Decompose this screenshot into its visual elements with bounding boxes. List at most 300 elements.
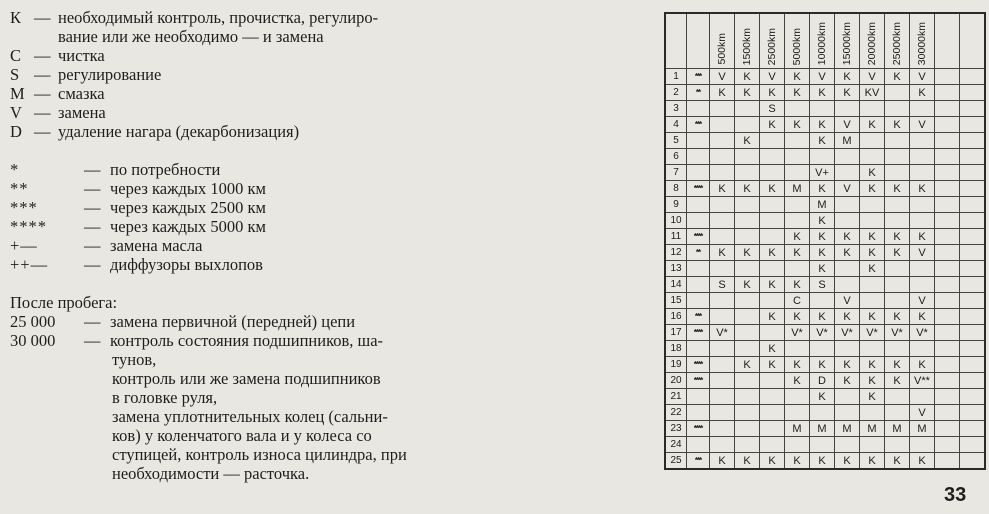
legend-item [10,46,480,65]
row-interval: *** [687,453,710,470]
table-cell: K [735,133,760,149]
mileage-text: замена первичной (передней) цепи [110,312,356,331]
table-cell [785,341,810,357]
table-cell: V* [810,325,835,341]
table-cell: K [860,229,885,245]
legend-code: М [10,84,25,103]
table-cell [710,117,735,133]
column-header-label: 15000km [841,21,853,65]
page-number: 33 [944,484,967,506]
symbol-text: по потребности [110,160,221,179]
table-cell: M [785,421,810,437]
row-number: 13 [665,261,687,277]
mileage-line [10,445,480,464]
symbol-item [10,179,480,198]
row-number: 23 [665,421,687,437]
table-cell: K [860,373,885,389]
table-cell: K [760,357,785,373]
table-cell: K [860,389,885,405]
legend-text: чистка [58,46,105,65]
symbol-item [10,198,480,217]
table-row [665,437,985,453]
column-header [910,13,935,69]
empty-cell [960,101,986,117]
mileage-text: контроль или же замена подшипников [112,369,381,388]
table-cell [910,133,935,149]
mileage-text: в головке руля, [112,388,218,407]
table-cell [760,165,785,181]
table-row [665,133,985,149]
mileage-line [10,464,480,483]
table-cell [735,341,760,357]
symbol-item [10,160,480,179]
empty-cell [960,453,986,470]
empty-cell [935,133,960,149]
row-interval: *** [687,309,710,325]
symbol-text: через каждых 2500 км [110,198,266,217]
table-cell [760,149,785,165]
table-cell [885,101,910,117]
table-cell: S [810,277,835,293]
table-cell [910,197,935,213]
table-cell [710,197,735,213]
table-cell [835,437,860,453]
row-number: 9 [665,197,687,213]
mileage-list [10,312,480,483]
table-cell: K [735,181,760,197]
column-header [785,13,810,69]
table-cell: V+ [810,165,835,181]
table-cell: K [735,277,760,293]
empty-cell [960,277,986,293]
dash: — [84,236,101,255]
row-number: 3 [665,101,687,117]
symbol-code: ** [10,179,29,198]
table-cell [860,213,885,229]
table-row [665,229,985,245]
column-header [810,13,835,69]
table-cell: K [835,309,860,325]
table-cell [885,293,910,309]
table-row [665,341,985,357]
mileage-text: замена уплотнительных колец (сальни- [112,407,388,426]
row-interval [687,261,710,277]
row-number: 7 [665,165,687,181]
dash: — [84,312,101,331]
dash: — [84,331,101,350]
table-cell [760,197,785,213]
table-cell [860,341,885,357]
dash: — [84,160,101,179]
table-cell [710,293,735,309]
symbol-code: ++— [10,255,49,274]
table-cell: C [785,293,810,309]
empty-cell [960,405,986,421]
table-cell: M [810,421,835,437]
column-header [835,13,860,69]
row-number: 15 [665,293,687,309]
column-header-label: 2500km [766,27,778,65]
table-cell: V** [910,373,935,389]
table-cell [760,325,785,341]
column-header [860,13,885,69]
table-cell: K [810,181,835,197]
table-cell [885,149,910,165]
table-cell [735,117,760,133]
table-cell [910,165,935,181]
row-interval: **** [687,229,710,245]
table-cell [710,437,735,453]
table-cell: K [785,357,810,373]
table-cell [860,277,885,293]
symbol-code: *** [10,198,38,217]
table-cell: V [835,117,860,133]
table-row [665,181,985,197]
table-cell [735,101,760,117]
row-number: 24 [665,437,687,453]
table-cell [710,149,735,165]
dash: — [34,65,51,84]
table-cell [810,437,835,453]
row-number: 20 [665,373,687,389]
row-interval: *** [687,117,710,133]
empty-cell [960,357,986,373]
table-cell [860,149,885,165]
table-cell: K [810,229,835,245]
header-empty-cell [935,13,960,69]
table-cell [885,85,910,101]
table-cell: K [760,85,785,101]
table-cell: K [910,357,935,373]
table-cell: K [885,69,910,85]
column-header-label: 30000km [916,21,928,65]
mileage-heading: После пробега: [10,293,118,312]
table-cell [785,389,810,405]
table-cell [785,261,810,277]
table-row [665,309,985,325]
empty-cell [935,293,960,309]
row-interval: *** [687,69,710,85]
mileage-text: необходимости — расточка. [112,464,310,483]
table-cell: K [785,453,810,470]
table-cell: K [835,373,860,389]
table-cell: K [785,69,810,85]
table-cell: K [885,373,910,389]
column-header-label: 500km [716,33,728,65]
dash: — [84,198,101,217]
row-number: 4 [665,117,687,133]
empty-cell [960,293,986,309]
legend-text: необходимый контроль, прочистка, регулиро- [58,8,379,27]
legend-text: удаление нагара (декарбонизация) [58,122,300,141]
table-cell: V [910,405,935,421]
table-cell: D [810,373,835,389]
mileage-line [10,312,480,331]
table-cell [910,261,935,277]
row-interval [687,133,710,149]
mileage-line [10,426,480,445]
table-cell: K [735,69,760,85]
table-cell [710,405,735,421]
table-cell: K [860,357,885,373]
empty-cell [935,85,960,101]
table-cell [735,149,760,165]
table-cell: K [835,85,860,101]
table-cell: K [810,245,835,261]
row-interval [687,341,710,357]
legend-item [10,84,480,103]
table-cell [860,293,885,309]
table-cell: K [785,277,810,293]
table-cell [885,437,910,453]
empty-cell [960,373,986,389]
table-cell: M [835,421,860,437]
symbol-text: через каждых 5000 км [110,217,266,236]
column-header-label: 25000km [891,21,903,65]
table-cell [735,293,760,309]
table-cell [760,421,785,437]
table-cell [710,309,735,325]
table-cell [835,197,860,213]
row-number: 25 [665,453,687,470]
table-cell: K [810,261,835,277]
row-number: 17 [665,325,687,341]
table-row [665,325,985,341]
column-header-label: 1500km [741,27,753,65]
table-cell [885,213,910,229]
header-interval-cell [687,13,710,69]
table-cell: K [835,357,860,373]
legend-item [10,65,480,84]
legend-code: V [10,103,22,122]
table-cell: K [910,229,935,245]
table-cell [860,197,885,213]
symbol-item [10,255,480,274]
table-cell [735,389,760,405]
column-header [885,13,910,69]
table-row [665,453,985,470]
table-cell: M [835,133,860,149]
table-row [665,389,985,405]
row-number: 22 [665,405,687,421]
row-number: 16 [665,309,687,325]
row-number: 2 [665,85,687,101]
empty-cell [960,229,986,245]
table-row [665,357,985,373]
table-row [665,85,985,101]
dash: — [34,46,51,65]
table-cell [835,389,860,405]
header-empty-cell [960,13,986,69]
table-cell: V* [860,325,885,341]
empty-cell [960,69,986,85]
row-interval [687,213,710,229]
empty-cell [935,165,960,181]
table-cell: K [835,245,860,261]
empty-cell [935,373,960,389]
table-cell: K [810,213,835,229]
table-cell: K [810,357,835,373]
row-number: 14 [665,277,687,293]
row-interval [687,277,710,293]
table-cell: S [760,101,785,117]
table-cell [885,133,910,149]
empty-cell [960,261,986,277]
table-cell: M [810,197,835,213]
maintenance-schedule-table [664,12,986,470]
legend-item [10,8,480,27]
table-cell: K [835,453,860,470]
empty-cell [935,325,960,341]
empty-cell [960,213,986,229]
mileage-text: тунов, [112,350,157,369]
table-cell: K [910,181,935,197]
empty-cell [935,101,960,117]
empty-cell [960,165,986,181]
table-cell: K [810,117,835,133]
table-cell: V [835,181,860,197]
row-interval: **** [687,181,710,197]
table-cell: K [885,229,910,245]
empty-cell [960,85,986,101]
empty-cell [935,181,960,197]
table-cell: V [835,293,860,309]
empty-cell [935,357,960,373]
table-cell: K [735,245,760,261]
empty-cell [935,405,960,421]
legend-text: смазка [58,84,105,103]
table-cell: V* [885,325,910,341]
table-cell [785,405,810,421]
legend-list [10,8,480,141]
table-cell [785,149,810,165]
table-cell [910,389,935,405]
dash: — [84,217,101,236]
mileage-line [10,331,480,350]
table-row [665,261,985,277]
row-number: 11 [665,229,687,245]
table-cell: K [760,453,785,470]
table-cell [735,309,760,325]
table-cell: K [860,453,885,470]
table-cell [785,133,810,149]
table-cell [885,165,910,181]
table-cell [835,149,860,165]
table-row [665,101,985,117]
table-row [665,421,985,437]
table-cell: K [785,245,810,261]
table-cell: K [710,453,735,470]
table-cell: S [710,277,735,293]
mileage-line [10,388,480,407]
table-cell: K [860,117,885,133]
table-cell: K [885,181,910,197]
empty-cell [935,197,960,213]
table-cell: V* [710,325,735,341]
legend-code: S [10,65,20,84]
table-cell [710,213,735,229]
table-cell [810,341,835,357]
empty-cell [960,325,986,341]
table-cell: K [835,69,860,85]
row-interval [687,101,710,117]
table-cell: K [760,245,785,261]
table-row [665,213,985,229]
empty-cell [960,149,986,165]
table-cell: K [910,85,935,101]
legend-text-block [10,8,480,483]
row-number: 18 [665,341,687,357]
table-cell [735,213,760,229]
row-interval [687,437,710,453]
row-interval: **** [687,357,710,373]
empty-cell [935,341,960,357]
row-interval [687,165,710,181]
symbol-item [10,236,480,255]
row-interval: **** [687,325,710,341]
table-cell: K [910,309,935,325]
legend-item [10,122,480,141]
row-number: 8 [665,181,687,197]
table-cell [735,373,760,389]
table-cell [735,437,760,453]
dash: — [34,8,51,27]
empty-cell [960,133,986,149]
table-cell: K [860,245,885,261]
table-cell: K [885,309,910,325]
table-cell [735,261,760,277]
row-interval: ** [687,85,710,101]
empty-cell [960,341,986,357]
table-cell: K [735,357,760,373]
row-interval [687,293,710,309]
table-cell [760,293,785,309]
table-cell: V* [785,325,810,341]
table-cell: K [735,85,760,101]
table-cell [835,101,860,117]
table-cell: M [785,181,810,197]
empty-cell [960,245,986,261]
table-cell [735,197,760,213]
table-cell [785,197,810,213]
table-cell [860,437,885,453]
empty-cell [960,389,986,405]
table-cell [810,405,835,421]
table-cell: K [910,453,935,470]
table-cell [860,405,885,421]
table-cell: V [810,69,835,85]
table-row [665,277,985,293]
empty-cell [960,421,986,437]
row-number: 6 [665,149,687,165]
column-header [760,13,785,69]
empty-cell [935,309,960,325]
table-cell [910,341,935,357]
table-cell: K [710,181,735,197]
row-interval: ** [687,245,710,261]
table-cell: K [785,229,810,245]
row-number: 5 [665,133,687,149]
column-header [735,13,760,69]
table-cell [785,213,810,229]
table-cell [760,389,785,405]
table-cell: K [860,309,885,325]
mileage-text: ступицей, контроль износа цилиндра, при [112,445,407,464]
column-header [710,13,735,69]
table-cell: K [810,453,835,470]
table-cell [785,165,810,181]
empty-cell [960,197,986,213]
